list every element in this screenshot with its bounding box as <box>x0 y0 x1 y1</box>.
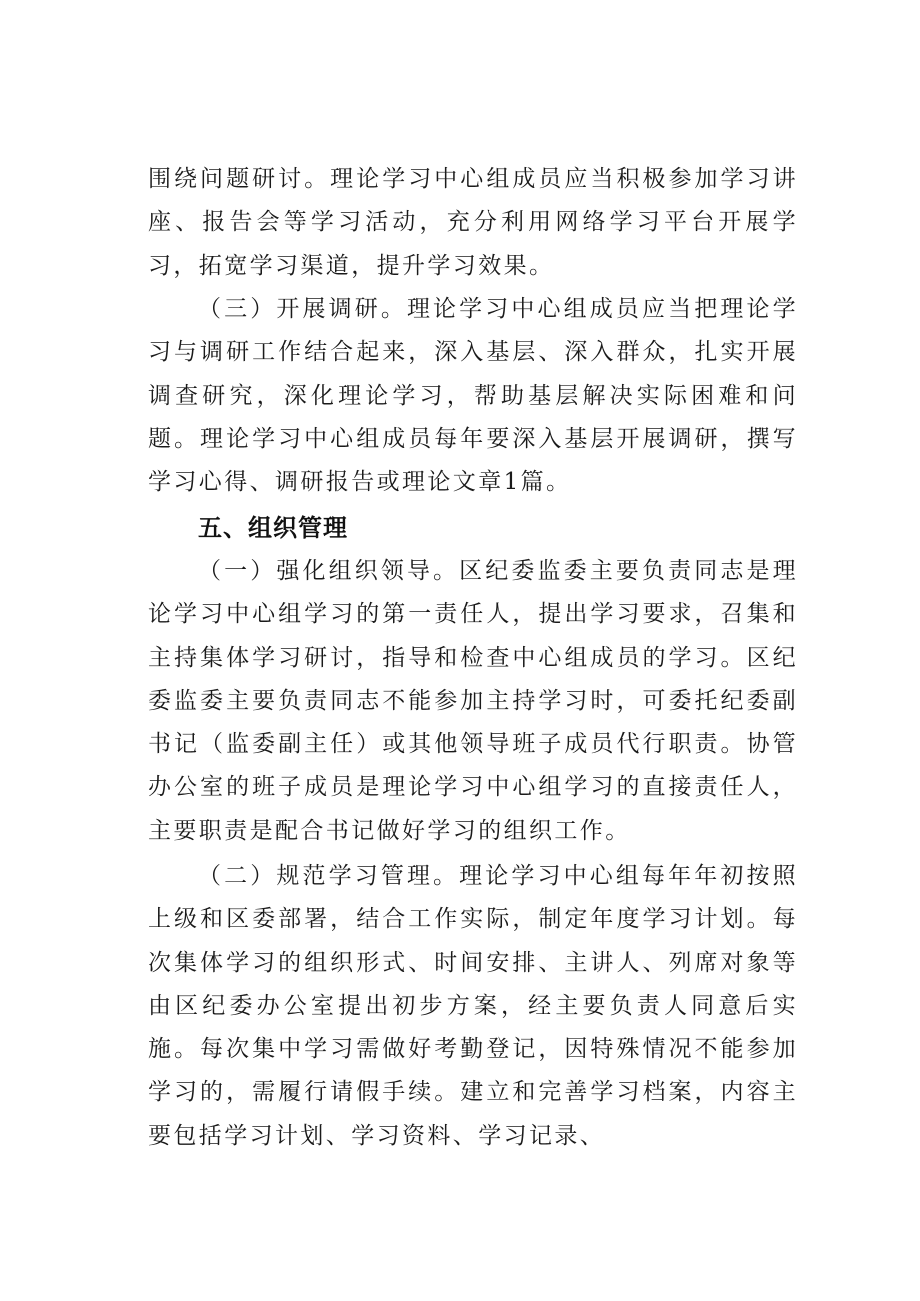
paragraph-study-channels: 围绕问题研讨。理论学习中心组成员应当积极参加学习讲座、报告会等学习活动，充分利用网络学习平台开展学习，拓宽学习渠道，提升学习效果。 <box>148 166 798 279</box>
paragraph-leadership: （一）强化组织领导。区纪委监委主要负责同志是理论学习中心组学习的第一责任人，提出学习要求，召集和主持集体学习研讨，指导和检查中心组成员的学习。区纪委监委主要负责同志不能参加主持学习时，可委托纪委副书记（监委副主任）或其他领导班子成员代行职责。协管办公室的班子成员是理论学习中心组学习的直接责任人，主要职责是配合书记做好学习的组织工作。 <box>148 558 798 844</box>
paragraph-research: （三）开展调研。理论学习中心组成员应当把理论学习与调研工作结合起来，深入基层、深入群众，扎实开展调查研究，深化理论学习，帮助基层解决实际困难和问题。理论学习中心组成员每年要深入基层开展调研，撰写学习心得、调研报告或理论文章1篇。 <box>148 296 798 496</box>
section-heading-organization: 五、组织管理 <box>198 514 348 542</box>
paragraph-study-management: （二）规范学习管理。理论学习中心组每年年初按照上级和区委部署，结合工作实际，制定年度学习计划。每次集体学习的组织形式、时间安排、主讲人、列席对象等由区纪委办公室提出初步方案，经主要负责人同意后实施。每次集中学习需做好考勤登记，因特殊情况不能参加学习的，需履行请假手续。建立和完善学习档案，内容主要包括学习计划、学习资料、学习记录、 <box>148 863 798 1149</box>
